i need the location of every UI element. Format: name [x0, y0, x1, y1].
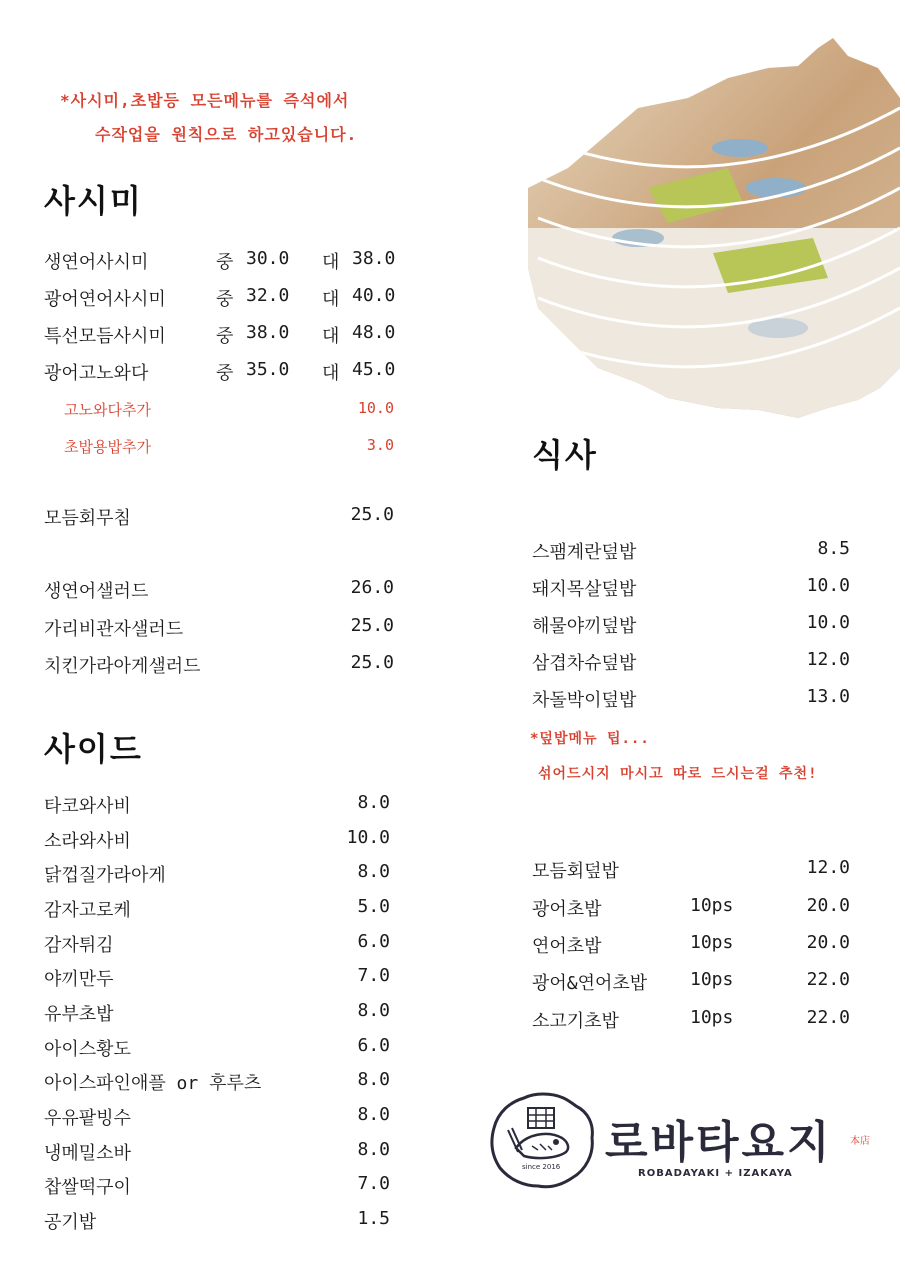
sashimi-row: [44, 359, 404, 385]
addon-row: [64, 436, 394, 462]
item-name: 연어초밥: [532, 936, 602, 957]
item-price: 25.0: [350, 615, 394, 636]
item-price: 26.0: [350, 577, 394, 598]
meal-row: [532, 612, 850, 638]
tip-title: *덮밥메뉴 팁...: [530, 731, 650, 747]
side-row: [44, 827, 390, 853]
item-price: 25.0: [350, 652, 394, 673]
notice-line-1: *사시미,초밥등 모든메뉴를 즉석에서: [60, 91, 350, 110]
price-large: 48.0: [352, 322, 396, 343]
sashimi-heading: 사시미: [44, 182, 143, 220]
item-price: 5.0: [357, 896, 390, 917]
item-qty: 10ps: [690, 969, 734, 990]
sushi-row: [532, 1007, 850, 1033]
logo-mark: 本店: [850, 1136, 870, 1147]
item-name: 가리비관자샐러드: [44, 619, 184, 640]
sashimi-row: [44, 285, 404, 311]
item-name: 냉메밀소바: [44, 1143, 131, 1164]
item-name: 해물야끼덮밥: [532, 616, 637, 637]
meal-row: [532, 575, 850, 601]
side-row: [44, 931, 390, 957]
size-medium: 중: [216, 363, 234, 384]
side-row: [44, 1000, 390, 1026]
size-large: 대: [322, 363, 340, 384]
side-row: [44, 1139, 390, 1165]
item-qty: 10ps: [690, 932, 734, 953]
size-large: 대: [322, 289, 340, 310]
item-price: 6.0: [357, 1035, 390, 1056]
item-name: 유부초밥: [44, 1004, 114, 1025]
side-row: [44, 1208, 390, 1234]
item-name: 소고기초밥: [532, 1011, 619, 1032]
item-price: 8.0: [357, 861, 390, 882]
item-name: 광어초밥: [532, 899, 602, 920]
sushi-row: [532, 895, 850, 921]
item-name: 아이스파인애플 or 후루츠: [44, 1073, 262, 1094]
addon-price: 10.0: [357, 399, 394, 417]
item-name: 우유팥빙수: [44, 1108, 131, 1129]
size-medium: 중: [216, 289, 234, 310]
side-row: [44, 965, 390, 991]
item-price: 10.0: [806, 612, 850, 633]
meal-row: [532, 686, 850, 712]
meal-row: [532, 538, 850, 564]
item-price: 1.5: [357, 1208, 390, 1229]
item-name: 소라와사비: [44, 831, 131, 852]
item-price: 7.0: [357, 965, 390, 986]
item-price: 8.0: [357, 792, 390, 813]
item-name: 스팸계란덮밥: [532, 542, 637, 563]
menu-row: [44, 652, 394, 678]
table-photo: [528, 38, 900, 418]
price-medium: 30.0: [246, 248, 290, 269]
item-name: 광어&연어초밥: [532, 973, 648, 994]
item-name: 야끼만두: [44, 969, 114, 990]
sashimi-row: [44, 248, 404, 274]
item-name: 치킨가라아게샐러드: [44, 656, 201, 677]
logo-name: 로바타요지: [605, 1117, 833, 1168]
item-name: 아이스황도: [44, 1039, 131, 1060]
price-large: 40.0: [352, 285, 396, 306]
item-name: 타코와사비: [44, 796, 131, 817]
side-row: [44, 1104, 390, 1130]
item-price: 22.0: [806, 969, 850, 990]
price-medium: 38.0: [246, 322, 290, 343]
item-price: 22.0: [806, 1007, 850, 1028]
meal-heading: 식사: [532, 436, 598, 474]
menu-row: [44, 615, 394, 641]
side-row: [44, 1173, 390, 1199]
sushi-row: [532, 857, 850, 883]
item-price: 20.0: [806, 895, 850, 916]
size-large: 대: [322, 326, 340, 347]
item-name: 공기밥: [44, 1212, 97, 1233]
item-price: 10.0: [346, 827, 390, 848]
item-name: 찹쌀떡구이: [44, 1177, 131, 1198]
price-large: 45.0: [352, 359, 396, 380]
meal-row: [532, 649, 850, 675]
item-price: 6.0: [357, 931, 390, 952]
sushi-row: [532, 932, 850, 958]
item-price: 12.0: [806, 857, 850, 878]
item-name: 돼지목살덮밥: [532, 579, 637, 600]
addon-price: 3.0: [366, 436, 394, 454]
side-row: [44, 1069, 390, 1095]
tip-text: 섞어드시지 마시고 따로 드시는걸 추천!: [538, 766, 818, 782]
item-name: 모듬회덮밥: [532, 861, 619, 882]
item-name: 차돌박이덮밥: [532, 690, 637, 711]
item-name: 광어연어사시미: [44, 289, 166, 310]
logo-emblem-text: since 2016: [522, 1163, 561, 1171]
item-name: 닭껍질가라아게: [44, 865, 166, 886]
item-price: 20.0: [806, 932, 850, 953]
item-price: 12.0: [806, 649, 850, 670]
item-price: 8.0: [357, 1139, 390, 1160]
addon-row: [64, 399, 394, 425]
item-name: 생연어사시미: [44, 252, 149, 273]
size-medium: 중: [216, 326, 234, 347]
item-name: 특선모듬사시미: [44, 326, 166, 347]
item-name: 감자고로케: [44, 900, 131, 921]
logo-emblem: [488, 1090, 598, 1190]
size-large: 대: [322, 252, 340, 273]
item-name: 삼겹차슈덮밥: [532, 653, 637, 674]
side-heading: 사이드: [44, 730, 143, 768]
addon-name: 초밥용밥추가: [64, 438, 151, 456]
price-large: 38.0: [352, 248, 396, 269]
item-name: 모듬회무침: [44, 508, 131, 529]
menu-row: [44, 504, 394, 530]
side-row: [44, 896, 390, 922]
side-row: [44, 1035, 390, 1061]
side-row: [44, 792, 390, 818]
side-row: [44, 861, 390, 887]
logo-subtitle: ROBADAYAKI + IZAKAYA: [638, 1168, 793, 1179]
item-price: 8.0: [357, 1000, 390, 1021]
item-price: 8.0: [357, 1104, 390, 1125]
item-qty: 10ps: [690, 895, 734, 916]
size-medium: 중: [216, 252, 234, 273]
item-price: 8.5: [817, 538, 850, 559]
item-price: 25.0: [350, 504, 394, 525]
item-name: 감자튀김: [44, 935, 114, 956]
item-name: 광어고노와다: [44, 363, 149, 384]
item-price: 13.0: [806, 686, 850, 707]
item-price: 8.0: [357, 1069, 390, 1090]
notice-line-2: 수작업을 원칙으로 하고있습니다.: [95, 125, 358, 144]
item-name: 생연어샐러드: [44, 581, 149, 602]
price-medium: 32.0: [246, 285, 290, 306]
price-medium: 35.0: [246, 359, 290, 380]
item-price: 10.0: [806, 575, 850, 596]
sashimi-row: [44, 322, 404, 348]
sushi-row: [532, 969, 850, 995]
addon-name: 고노와다추가: [64, 401, 151, 419]
item-qty: 10ps: [690, 1007, 734, 1028]
menu-row: [44, 577, 394, 603]
item-price: 7.0: [357, 1173, 390, 1194]
